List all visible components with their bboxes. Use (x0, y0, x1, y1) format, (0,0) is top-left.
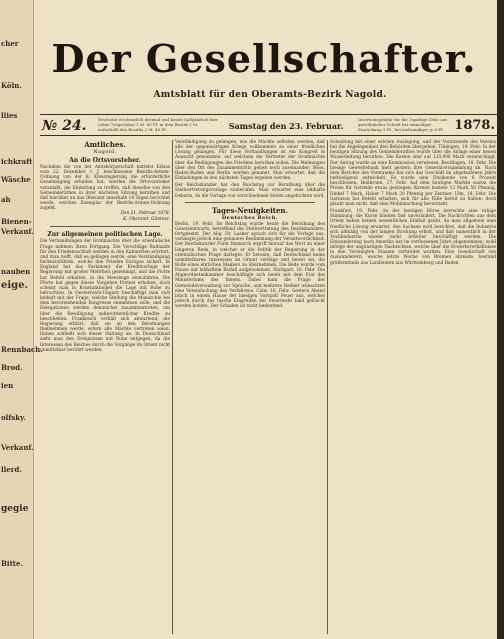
margin-word: nauben (1, 267, 31, 276)
page-edge-shadow (497, 0, 504, 639)
issue-year: 1878. (454, 118, 495, 133)
masthead-subtitle: Amtsblatt für den Oberamts-Bezirk Nagold. (153, 90, 387, 100)
margin-word: Rennbach. (1, 345, 43, 354)
news-text: Scheidung mit einer solchen Auslegung, und der Vorsitzende des Vereins hat die Angelegenheit den Behörden übergeben. Tübingen, 19. Febr. In der heutigen Sitzung des Gemeinderathes wurde über die Anlage einer neuen Wasserleitung berathen. Die Kosten sind auf 120,000 Mark veranschlagt. Der Antrag wurde an eine Kommission verwiesen. Reutlingen, 18. Febr. Die hiesige Gewerbebank hielt gestern ihre Generalversammlung ab. Nach dem Berichte des Vorstandes hat sich das Geschäft im abgelaufenen Jahre befriedigend entwickelt. Es wurde eine Dividende von 6 Prozent beschlossen. Heilbronn, 17. Febr. Auf dem heutigen Markte waren die Preise für Getreide etwas gestiegen; Kernen kostete 12 Mark 50 Pfennig, Dinkel 7 Mark, Haber 7 Mark 20 Pfennig per Zentner. Ulm, 18. Febr. Die Garnison hat Befehl erhalten, sich für alle Fälle bereit zu halten; doch glaubt man nicht, daß eine Mobilmachung bevorsteht. (330, 140, 496, 207)
section-heading-news: Tages-Neuigkeiten. (212, 205, 288, 215)
issue-info-bar (40, 114, 497, 136)
subscription-note: Erscheint wöchentlich dreimal und kostet halbjährlich hier (ohne Trägerlohn) 1 M. 60 Pf. in dem Bezirk 2 M. außerhalb des Bezirks 2 M. 40 Pf. (98, 117, 218, 132)
margin-word: Brod. (1, 363, 23, 372)
politics-heading: Zur allgemeinen politischen Lage. (47, 231, 163, 239)
margin-word: eige. (1, 280, 28, 291)
divider (50, 226, 160, 227)
notice-date: Den 21. Februar 1878. (120, 211, 170, 217)
insertion-fee-note: Insertionsgebühr für die 1spaltige Zeile aus gewöhnlicher Schrift bei einmaliger Einrückung 9 Pf., bei mehrmaliger je 6 Pf. (358, 117, 448, 132)
issue-date: Samstag den 23. Februar. (228, 121, 344, 131)
margin-word: Wäsche (1, 175, 31, 184)
margin-word: Köln. (1, 81, 22, 90)
notice-text: Nachdem die von der Amtskörperschaft mittelst Erlass vom 22. Dezember v. J. beschlossene Bezirks-Armen-Ordnung von der K. Kreisregierung die erforderliche Genehmigung erhalten hat, werden die Ortsvorsteher veranlaßt, die Einleitung zu treffen, daß dieselbe von den Gemeinderäthen in ihrer nächsten Sitzung berathen und daß hierüber an das Oberamt innerhalb 14 Tagen berichtet werde, welches Exemplar der Bezirks-Armen-Ordnung zugeht. (40, 165, 170, 212)
margin-word: Verkauf. (1, 443, 34, 452)
margin-word: Bitte. (1, 559, 23, 568)
column-rule (172, 140, 173, 634)
margin-word: Verkauf. (1, 227, 34, 236)
notice-signature: K. Oberamt. Güntner. (123, 217, 170, 223)
margin-word: ichkraft (1, 157, 33, 166)
article-text: Verständigung zu gelangen, wie die Mächte selbsten werden, daß alle der gegenwärtigen Kriege vollkommen zu einer friedlichen Lösung gelangen. Für diese Verhandlungen ist ein Kongreß in Aussicht genommen, auf welchem die Vertreter der Großmächte über die Bedingungen des Friedens berathen sollen. Die Meinungen über den Ort des Zusammentritts gehen noch auseinander; Wien, Baden-Baden und Berlin werden genannt. Man erwartet, daß die Einladungen in den nächsten Tagen ergehen werden. (175, 140, 325, 182)
notice-heading: An die Ortsvorsteher. (69, 157, 141, 164)
margin-word: Bienen- (1, 217, 32, 226)
margin-word: llies (1, 111, 18, 120)
margin-word: llerd. (1, 465, 22, 474)
column-3 (330, 140, 496, 634)
column-2 (175, 140, 325, 634)
column-rule (327, 140, 328, 634)
masthead-title: Der Gesellschafter. (51, 36, 477, 81)
news-text: Berlin, 19. Febr. Im Reichstag wurde heute die Berathung des Gesetzentwurfs, betreffend die Stellvertretung des Reichskanzlers, fortgesetzt. Der Abg. Dr. Lasker sprach sich für die Vorlage aus, verlangte jedoch eine genauere Bestimmung der Verantwortlichkeit. Der Reichskanzler Fürst Bismarck ergriff hierauf das Wort zu einer längeren Rede, in welcher er die Politik der Regierung in der orientalischen Frage darlegte. Er betonte, daß Deutschland keine unmittelbaren Interessen im Orient verfolge und bereit sei, die Rolle eines ehrlichen Maklers zu übernehmen. Die Rede wurde vom Hause mit lebhaftem Beifall aufgenommen. Stuttgart, 18. Febr. Die Abgeordnetenkammer beschäftigte sich heute mit dem Etat des Ministeriums des Innern. Dabei kam die Frage der Gemeindeverwaltung zur Sprache, und mehrere Redner wünschten eine Vereinfachung des Verfahrens. Calw, 16. Febr. Gestern Abend brach in einem Hause der hiesigen Vorstadt Feuer aus, welches jedoch durch das rasche Eingreifen der Feuerwehr bald gelöscht werden konnte. Der Schaden ist nicht bedeutend. (175, 221, 325, 310)
article-text: Der Reichskanzler hat den Reichstag zur Berathung über die Stellvertretungsvorlage einberufen. Man erwartet eine lebhafte Debatte, da die Vorlage von verschiedenen Seiten angefochten wird. (175, 183, 325, 199)
margin-word: cher (1, 39, 19, 48)
news-subheading: Deutsches Reich. (221, 214, 279, 221)
divider (185, 202, 315, 203)
margin-word: ah (1, 195, 11, 204)
margin-word: olfsky. (1, 413, 26, 422)
margin-word: ien (1, 381, 14, 390)
margin-word: gegie (1, 504, 29, 514)
section-heading-official: Amtliches. (84, 140, 126, 149)
column-1 (40, 140, 170, 634)
left-margin-strip (0, 0, 43, 639)
politics-text: Die Verhandlungen der Großmächte über die orientalische Frage nehmen ihren Fortgang. Die Vorschläge Rußlands für den Friedensschluß werden in den Kabinetten erörtert, und man hofft, daß es gelingen werde, eine Verständigung herbeizuführen, welche den Frieden Europas sichert. In England hat das Parlament die Kreditvorlage der Regierung mit großer Mehrheit genehmigt, und die Flotte hat Befehl erhalten, in die Meerenge einzufahren. Die Pforte hat gegen dieses Vorgehen Protest erhoben, doch scheint man in Konstantinopel die Lage mit Ruhe zu betrachten. In Oesterreich-Ungarn beschäftigt man sich lebhaft mit der Frage, welche Stellung die Monarchie bei dem bevorstehenden Kongresse einnehmen solle, und die Delegationen werden demnächst zusammentreten, um über die Bewilligung außerordentlicher Kredite zu beschließen. Frankreich verhält sich abwartend; die Regierung erklärt, daß sie an den Berathungen theilnehmen werde, sofern alle Mächte vertreten seien. Italien schließt sich dieser Haltung an. In Deutschland sieht man den Ereignissen mit Ruhe entgegen, da die Interessen des Reiches durch die Vorgänge im Orient nicht unmittelbar berührt werden. (40, 239, 170, 353)
issue-number: № 24. (42, 118, 87, 134)
location-label: Nagold. (93, 149, 117, 155)
news-text: Frankfurt, 19. Febr. An der heutigen Börse herrschte eine ruhige Stimmung; die Kurse blieben fast unverändert. Die Nachrichten aus dem Orient haben keinen wesentlichen Einfluß geübt, da man allgemein eine friedliche Lösung erwartet. Aus Sachsen wird berichtet, daß die Industrie sich allmälig von der langen Stockung erholt, und daß namentlich in der Textilindustrie wieder mehr Arbeiter beschäftigt werden. Die Einwanderung nach Amerika hat im verflossenen Jahre abgenommen, wohl infolge der ungünstigen Nachrichten, welche über die Erwerbsverhältnisse in den Vereinigten Staaten verbreitet wurden. Eine Gesellschaft von Auswanderern, welche letzte Woche von Bremen abreiste, bestand größtentheils aus Landleuten aus Württemberg und Baden. (330, 209, 496, 266)
